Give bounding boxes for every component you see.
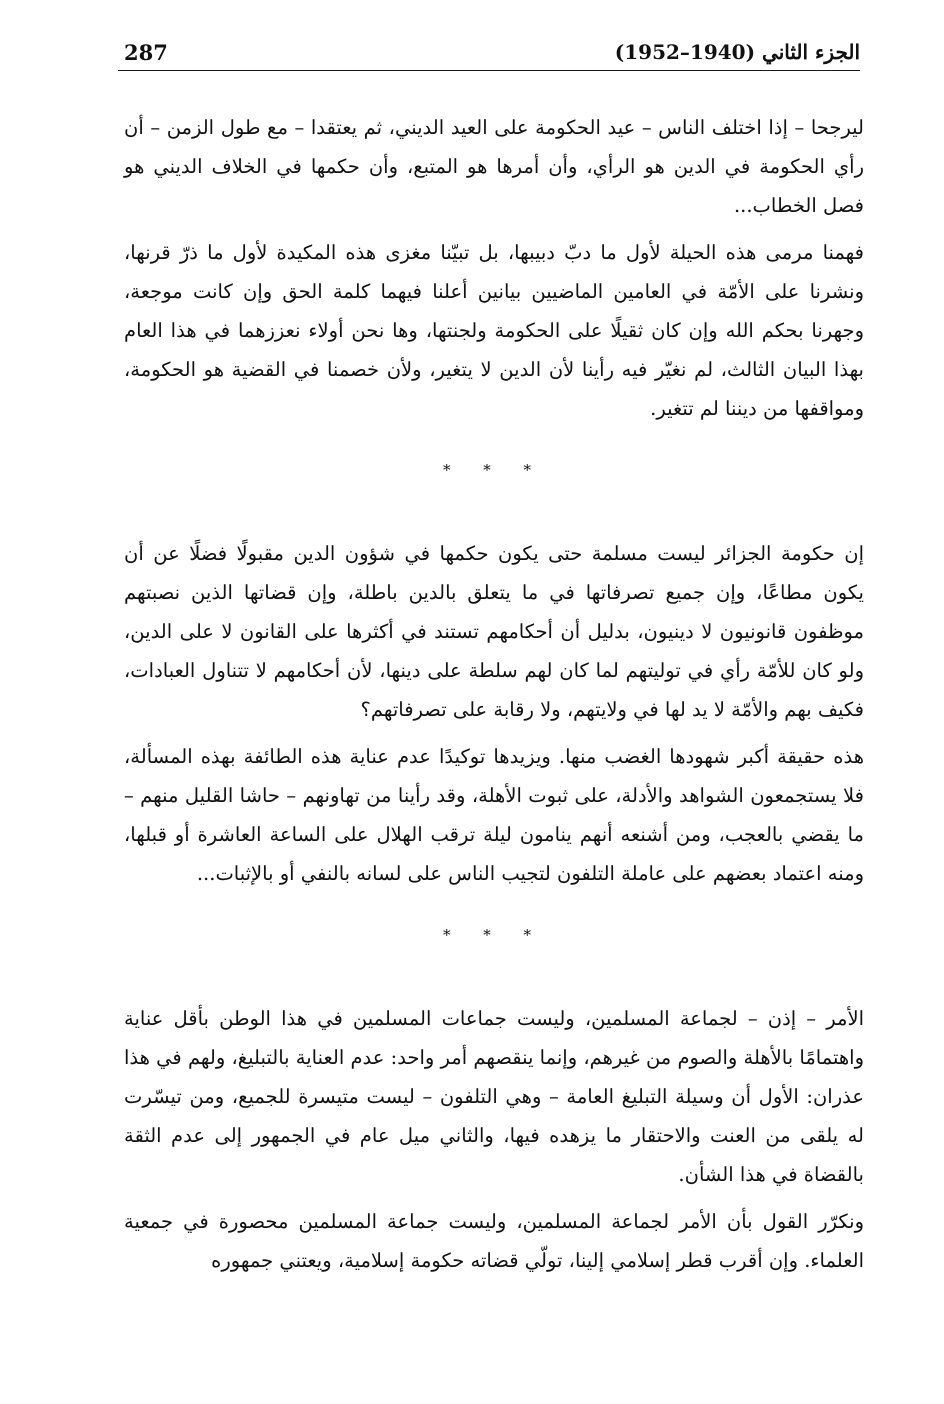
paragraph: الأمر – إذن – لجماعة المسلمين، وليست جماعات المسلمين في هذا الوطن بأقل عناية واهتمامًا بالأهلة والصوم من غيرهم، وإنما ينقصهم أمر واحد: عدم العناية بالتبليغ، ولهم في هذا عذران: الأول أن وسيلة التبليغ العامة – وهي التلفون – ليست متيسرة للجميع، ومن تيسّرت له يلقى من العنت والاحتقار ما يزهده فيها، والثاني ميل عام في الجمهور إلى عدم الثقة بالقضاة في هذا الشأن.: [124, 1007, 864, 1186]
page-body: [124, 108, 864, 1288]
paragraph: ونكرّر القول بأن الأمر لجماعة المسلمين، وليست جماعة المسلمين محصورة في جمعية العلماء. وإن أقرب قطر إسلامي إلينا، تولّي قضاته حكومة إسلامية، ويعتني جمهوره: [124, 1210, 864, 1272]
paragraph: هذه حقيقة أكبر شهودها الغضب منها. ويزيدها توكيدًا عدم عناية هذه الطائفة بهذه المسألة، فلا يستجمعون الشواهد والأدلة، على ثبوت الأهلة، وقد رأينا من تهاونهم – حاشا القليل منهم – ما يقضي بالعجب، ومن أشنعه أنهم ينامون ليلة ترقب الهلال على الساعة العاشرة أو قبلها، ومنه اعتماد بعضهم على عاملة التلفون لتجيب الناس على لسانه بالنفي أو بالإثبات...: [124, 745, 864, 885]
paragraph: ليرجحا – إذا اختلف الناس – عيد الحكومة على العيد الديني، ثم يعتقدا – مع طول الزمن – أن رأي الحكومة في الدين هو الرأي، وأن أمرها هو المتبع، وأن حكمها في الخلاف الديني هو فصل الخطاب...: [124, 116, 864, 217]
section-separator: * * *: [442, 461, 546, 479]
running-head: الجزء الثاني (1940–1952): [614, 40, 860, 64]
paragraph: إن حكومة الجزائر ليست مسلمة حتى يكون حكمها في شؤون الدين مقبولًا فضلًا عن أن يكون مطاعًا، وإن جميع تصرفاتها في ما يتعلق بالدين باطلة، وإن قضاتها الذين نصبتهم موظفون قانونيون لا دينيون، بدليل أن أحكامهم تستند في أكثرها على القانون لا على الدين، ولو كان للأمّة رأي في توليتهم لما كان لهم سلطة على دينها، لأن أحكامهم لا تتناول العبادات، فكيف بهم والأمّة لا يد لها في ولايتهم، ولا رقابة على تصرفاتهم؟: [124, 542, 864, 721]
section-separator: * * *: [442, 926, 546, 944]
page-number: 287: [124, 40, 168, 65]
paragraph: فهمنا مرمى هذه الحيلة لأول ما دبّ دبيبها، بل تبيّنا مغزى هذه المكيدة لأول ما ذرّ قرنها، ونشرنا على الأمّة في العامين الماضيين بيانين أعلنا فيهما كلمة الحق وإن كانت موجعة، وجهرنا بحكم الله وإن كان ثقيلًا على الحكومة ولجنتها، وها نحن أولاء نعززهما في هذا العام بهذا البيان الثالث، لم نغيّر فيه رأينا لأن الدين لا يتغير، ولأن خصمنا في القضية هو الحكومة، ومواقفها من ديننا لم تتغير.: [124, 241, 864, 420]
page-header: [118, 34, 860, 71]
